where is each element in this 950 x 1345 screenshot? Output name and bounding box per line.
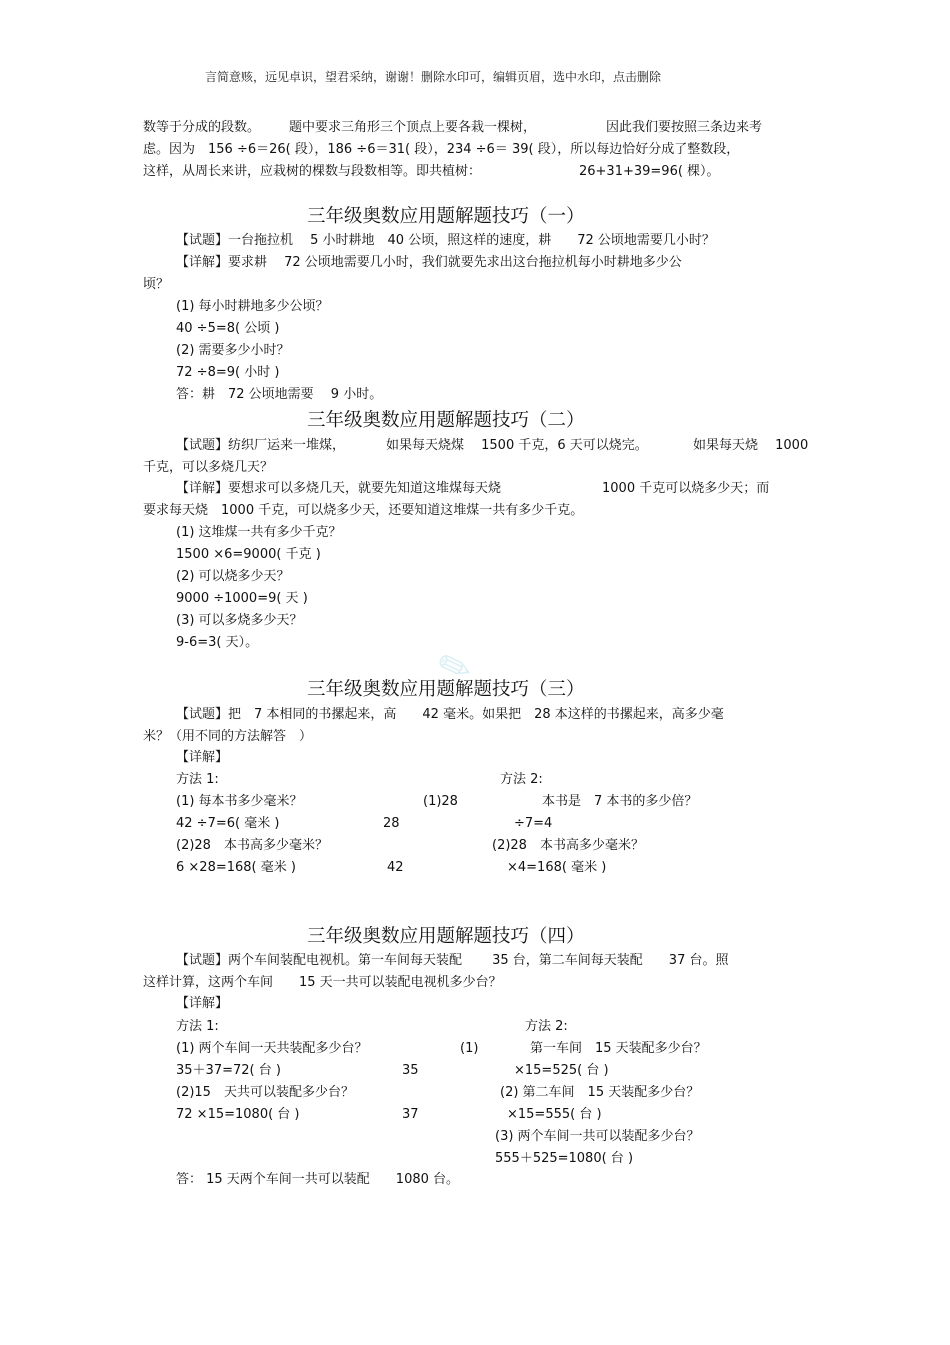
section-4-m2-step-6: 555＋525=1080( 台 ) (495, 1151, 634, 1166)
section-3-m2-step-4a: 42 (387, 860, 404, 875)
section-1-step-1: (1) 每小时耕地多少公顷？ (176, 299, 329, 314)
section-4-m1-step-1: (1) 两个车间一天共装配多少台？ (176, 1041, 368, 1056)
section-4-question-2: 这样计算，这两个车间 15 天一共可以装配电视机多少台？ (143, 975, 502, 990)
section-4-m2-step-2a: 35 (402, 1063, 419, 1078)
section-4-m1-step-4: 72 ×15=1080( 台 ) (176, 1107, 300, 1122)
section-4-detail: 【详解】 (176, 996, 229, 1011)
section-2-step-1: (1) 这堆煤一共有多少千克？ (176, 525, 342, 540)
section-2-step-5: (3) 可以多烧多少天？ (176, 613, 303, 628)
section-2-question-2: 千克，可以多烧几天？ (143, 460, 274, 475)
intro-line-1b: 题中要求三角形三个顶点上要各栽一棵树， (289, 120, 537, 135)
section-1-detail-2: 顷？ (143, 277, 170, 292)
section-3-question-2: 米？（用不同的方法解答 ） (143, 729, 313, 744)
intro-line-3a: 这样，从周长来讲，应栽树的棵数与段数相等。即共植树： (143, 164, 482, 179)
section-3-m2-step-1b: 本书是 7 本书的多少倍？ (542, 794, 698, 809)
section-4-question-1: 【试题】两个车间装配电视机。第一车间每天装配 35 台，第二车间每天装配 37 台。照 (176, 953, 729, 968)
section-1-step-3: (2) 需要多少小时？ (176, 343, 290, 358)
intro-line-1a: 数等于分成的段数。 (143, 120, 261, 135)
section-2-step-2: 1500 ×6=9000( 千克 ) (176, 547, 321, 562)
section-1-step-4: 72 ÷8=9( 小时 ) (176, 365, 280, 380)
section-4-answer: 答： 15 天两个车间一共可以装配 1080 台。 (176, 1172, 460, 1187)
intro-line-1c: 因此我们要按照三条边来考 (606, 120, 763, 135)
section-2-title: 三年级奥数应用题解题技巧（二） (307, 410, 585, 431)
section-3-m2-step-1a: (1)28 (423, 794, 458, 809)
section-1-title: 三年级奥数应用题解题技巧（一） (307, 206, 585, 227)
section-2-step-3: (2) 可以烧多少天？ (176, 569, 290, 584)
section-1-question: 【试题】一台拖拉机 5 小时耕地 40 公顷，照这样的速度，耕 72 公顷地需要几小时？ (176, 233, 715, 248)
section-3-m1-step-3: (2)28 本书高多少毫米？ (176, 838, 328, 853)
section-3-title: 三年级奥数应用题解题技巧（三） (307, 679, 585, 700)
section-4-m2-step-5: (3) 两个车间一共可以装配多少台？ (495, 1129, 700, 1144)
section-3-m1-step-4: 6 ×28=168( 毫米 ) (176, 860, 296, 875)
section-3-m2-step-2b: ÷7=4 (514, 816, 553, 831)
section-2-question-1a: 【试题】纺织厂运来一堆煤， (176, 438, 346, 453)
section-3-m2-step-4b: ×4=168( 毫米 ) (507, 860, 607, 875)
section-4-m2-step-4b: ×15=555( 台 ) (507, 1107, 602, 1122)
section-2-question-1c: 如果每天烧 1000 (693, 438, 809, 453)
header-note: 言简意赅，远见卓识，望君采纳，谢谢！删除水印可，编辑页眉，选中水印，点击删除 (205, 70, 662, 84)
section-1-answer: 答：耕 72 公顷地需要 9 小时。 (176, 387, 383, 402)
section-4-m2-step-1b: 第一车间 15 天装配多少台？ (530, 1041, 707, 1056)
section-4-m1-step-3: (2)15 天共可以装配多少台？ (176, 1085, 354, 1100)
section-1-detail-1: 【详解】要求耕 72 公顷地需要几小时，我们就要先求出这台拖拉机每小时耕地多少公 (176, 255, 682, 270)
intro-line-3b: 26+31+39=96( 棵）。 (579, 164, 720, 179)
section-4-m2-step-3: (2) 第二车间 15 天装配多少台？ (500, 1085, 700, 1100)
section-3-method-1: 方法 1: (176, 772, 219, 787)
section-2-question-1b: 如果每天烧煤 1500 千克，6 天可以烧完。 (386, 438, 648, 453)
section-3-m1-step-2: 42 ÷7=6( 毫米 ) (176, 816, 280, 831)
section-2-step-6: 9-6=3( 天）。 (176, 635, 259, 650)
section-3-m2-step-3: (2)28 本书高多少毫米？ (492, 838, 644, 853)
section-4-m2-step-2b: ×15=525( 台 ) (514, 1063, 609, 1078)
section-1-step-2: 40 ÷5=8( 公顷 ) (176, 321, 280, 336)
watermark-icon: ✎ (431, 640, 479, 696)
section-4-method-1: 方法 1: (176, 1019, 219, 1034)
section-3-method-2: 方法 2: (500, 772, 543, 787)
section-4-m2-step-4a: 37 (402, 1107, 419, 1122)
section-2-step-4: 9000 ÷1000=9( 天 ) (176, 591, 308, 606)
section-4-m2-step-1a: (1) (460, 1041, 479, 1056)
section-3-question-1: 【试题】把 7 本相同的书摞起来，高 42 毫米。如果把 28 本这样的书摞起来，高多少毫 (176, 707, 724, 722)
section-2-detail-1a: 【详解】要想求可以多烧几天，就要先知道这堆煤每天烧 (176, 481, 502, 496)
section-3-m1-step-1: (1) 每本书多少毫米？ (176, 794, 303, 809)
section-3-m2-step-2a: 28 (383, 816, 400, 831)
section-2-detail-2: 要求每天烧 1000 千克，可以烧多少天，还要知道这堆煤一共有多少千克。 (143, 503, 584, 518)
section-4-method-2: 方法 2: (525, 1019, 568, 1034)
section-3-detail: 【详解】 (176, 750, 229, 765)
intro-line-2: 虑。因为 156 ÷6＝26( 段），186 ÷6＝31( 段），234 ÷6＝ 39( 段），所以每边恰好分成了整数段， (143, 142, 740, 157)
section-2-detail-1b: 1000 千克可以烧多少天；而 (602, 481, 770, 496)
section-4-title: 三年级奥数应用题解题技巧（四） (307, 926, 585, 947)
section-4-m1-step-2: 35＋37=72( 台 ) (176, 1063, 281, 1078)
